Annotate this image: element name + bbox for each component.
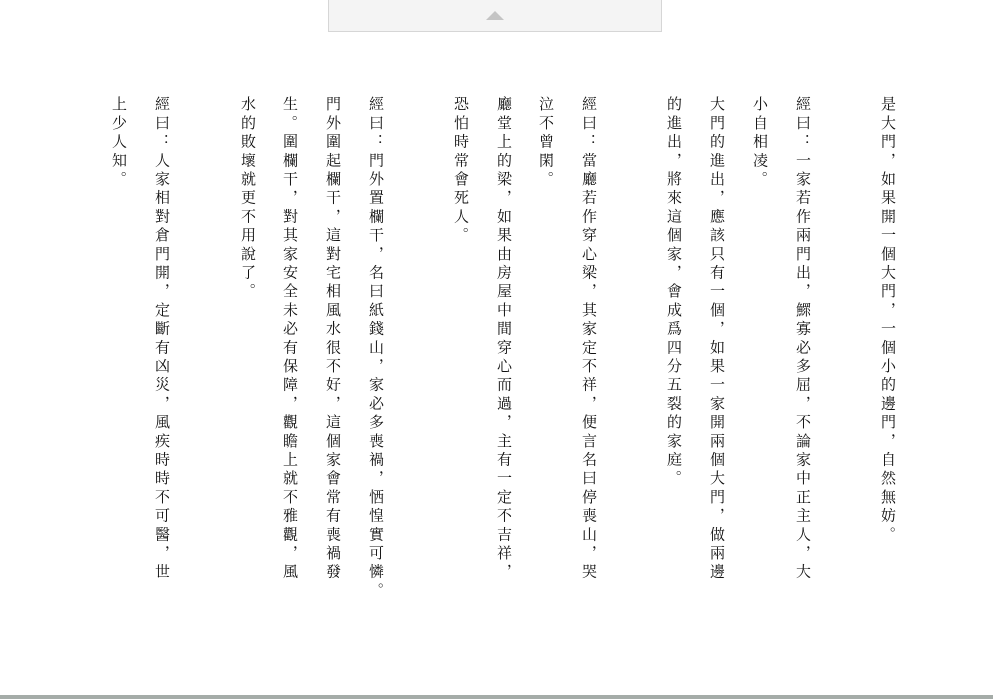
bottom-divider [0,695,993,699]
text-column: 經曰：當廳若作穿心梁，其家定不祥，便言名曰停喪山，哭 [580,96,598,583]
text-column: 泣不曾閑。 [537,96,555,190]
text-column: 水的敗壞就更不用說了。 [239,96,257,302]
text-column: 廳堂上的梁，如果由房屋中間穿心而過，主有一定不吉祥， [495,96,513,583]
text-column: 生。圍欄干，對其家安全未必有保障，觀瞻上就不雅觀，風 [281,96,299,583]
text-column: 經曰：門外置欄干，名曰紙錢山，家必多喪禍，恓惶實可憐。 [367,96,385,601]
scroll-up-button[interactable] [328,0,662,32]
text-column: 的進出，將來這個家，會成爲四分五裂的家庭。 [665,96,683,489]
text-column: 經曰：一家若作兩門出，鰥寡必多屈，不論家中正主人，大 [794,96,812,583]
text-column: 恐怕時常會死人。 [452,96,470,246]
text-column: 上少人知。 [110,96,128,190]
text-column: 大門的進出，應該只有一個，如果一家開兩個大門，做兩邊 [708,96,726,583]
text-column: 門外圍起欄干，這對宅相風水很不好，這個家會常有喪禍發 [324,96,342,583]
text-column: 經曰：人家相對倉門開，定斷有凶災，風疾時時不可醫，世 [153,96,171,583]
arrow-up-icon [486,11,504,20]
text-column: 是大門，如果開一個大門，一個小的邊門，自然無妨。 [879,96,897,545]
text-column: 小自相凌。 [751,96,769,190]
